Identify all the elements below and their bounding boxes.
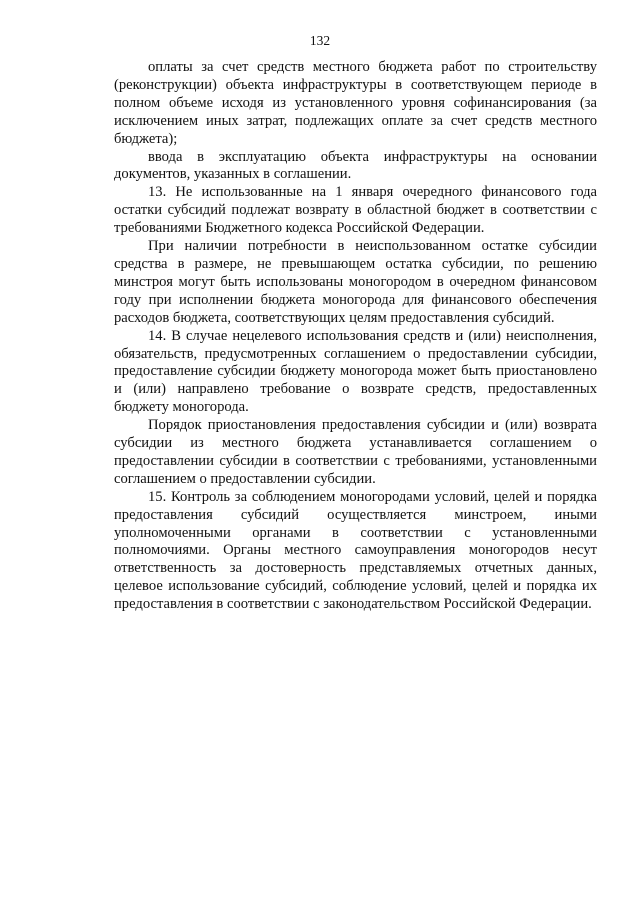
paragraph-remaining-balance-use: При наличии потребности в неиспользованном остатке субсидии средства в размере, не превышающем остатка субсидии, по решению минстроя могут быть использованы моногородом в очередном финансовом году при исполнении бюджета моногорода для финансового обеспечения расходов бюджета, соответствующих целям предоставления субсидий.	[114, 238, 597, 326]
document-body	[114, 59, 597, 614]
page-number: 132	[309, 33, 331, 48]
paragraph-15-control: 15. Контроль за соблюдением моногородами условий, целей и порядка предоставления субсидий осуществляется минстроем, иными уполномоченными органами в соответствии с установленными полномочиями. Органы местного самоуправления моногородов несут ответственность за достоверность представляемых отчетных данных, целевое использование субсидий, соблюдение условий, целей и порядка их предоставления в соответствии с законодательством Российской Федерации.	[114, 488, 597, 613]
paragraph-suspension-procedure: Порядок приостановления предоставления субсидии и (или) возврата субсидии из местного бюджета устанавливается соглашением о предоставлении субсидии в соответствии с требованиями, установленными соглашением о предоставлении субсидии.	[114, 417, 597, 487]
paragraph-payment-condition: оплаты за счет средств местного бюджета работ по строительству (реконструкции) объекта инфраструктуры в соответствующем периоде в полном объеме исходя из установленного уровня софинансирования (за исключением иных затрат, подлежащих оплате за счет средств местного бюджета);	[114, 59, 597, 147]
paragraph-14-misuse: 14. В случае нецелевого использования средств и (или) неисполнения, обязательств, предусмотренных соглашением о предоставлении субсидии, предоставление субсидии бюджету моногорода может быть приостановлено и (или) направлено требование о возврате средств, предоставленных бюджету моногорода.	[114, 327, 597, 416]
paragraph-13-unused-balance: 13. Не использованные на 1 января очередного финансового года остатки субсидий подлежат возврату в областной бюджет в соответствии с требованиями Бюджетного кодекса Российской Федерации.	[114, 184, 597, 237]
paragraph-commissioning-condition: ввода в эксплуатацию объекта инфраструктуры на основании документов, указанных в соглашении.	[114, 148, 597, 183]
